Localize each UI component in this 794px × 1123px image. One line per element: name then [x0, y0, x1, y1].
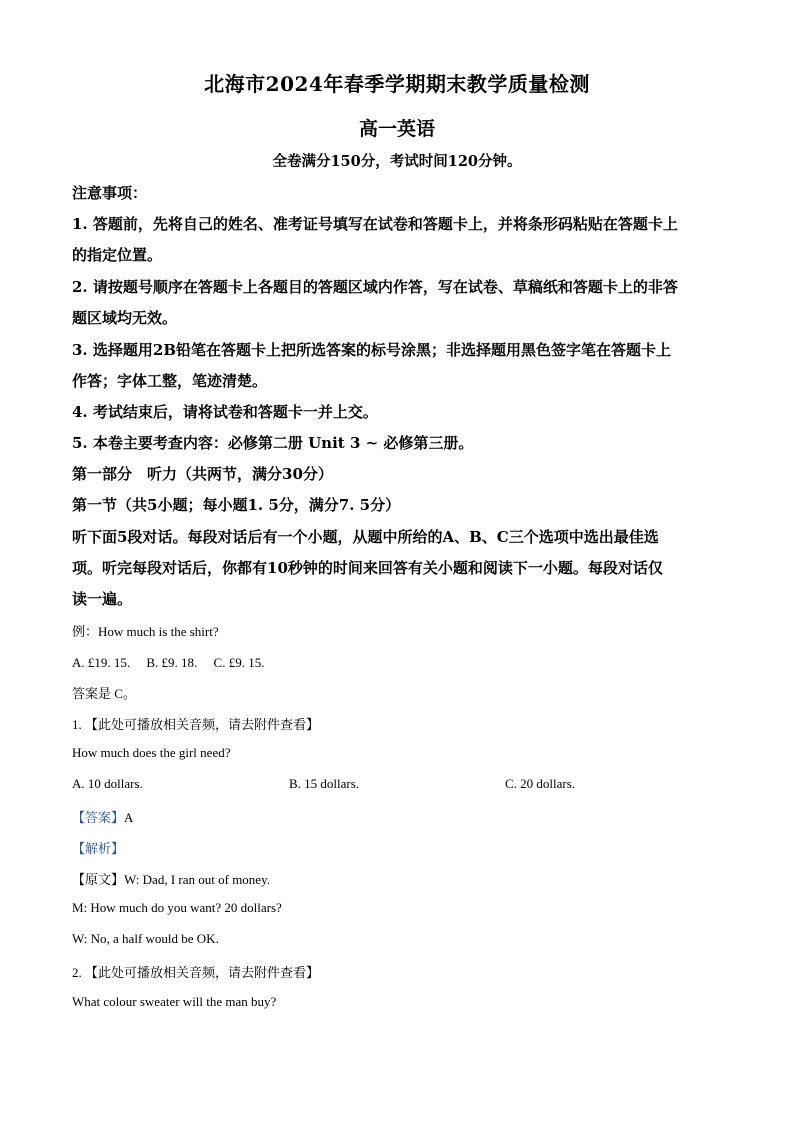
q1-script-line-1	[72, 869, 270, 888]
instructions-line-2: 项。听完每段对话后，你都有10秒钟的时间来回答有关小题和阅读下一小题。每段对话仅	[72, 559, 663, 577]
q1-audio-note: 1. 【此处可播放相关音频，请去附件查看】	[72, 717, 320, 732]
script-text: W: Dad, I ran out of money.	[124, 872, 270, 887]
notes-heading: 注意事项：	[72, 184, 148, 202]
section-1-heading: 第一节（共5小题；每小题1. 5分，满分7. 5分）	[72, 496, 401, 514]
example-question: 例：How much is the shirt?	[72, 624, 219, 639]
q1-option-a: A. 10 dollars.	[72, 776, 143, 791]
q1-option-c: C. 20 dollars.	[505, 776, 576, 791]
instructions-line-3: 读一遍。	[72, 590, 133, 608]
note-1-line-1: 1. 答题前，先将自己的姓名、准考证号填写在试卷和答题卡上，并将条形码粘贴在答题卡上	[72, 215, 678, 233]
part-1-heading: 第一部分 听力（共两节，满分30分）	[72, 465, 333, 483]
exam-title: 北海市2024年春季学期期末教学质量检测	[204, 72, 590, 96]
subject-title: 高一英语	[358, 118, 435, 140]
instructions-line-1: 听下面5段对话。每段对话后有一个小题，从题中所给的A、B、C三个选项中选出最佳选	[72, 528, 659, 546]
q1-script-line-2: M: How much do you want? 20 dollars?	[72, 900, 282, 915]
note-2-line-1: 2. 请按题号顺序在答题卡上各题目的答题区域内作答，写在试卷、草稿纸和答题卡上的非答	[72, 278, 678, 296]
note-3-line-1: 3. 选择题用2B铅笔在答题卡上把所选答案的标号涂黑；非选择题用黑色签字笔在答题卡上	[72, 341, 672, 359]
example-options: A. £19. 15. B. £9. 18. C. £9. 15.	[72, 655, 265, 670]
note-2-line-2: 题区域均无效。	[72, 309, 178, 327]
q1-analysis-tag: 【解析】	[72, 841, 125, 856]
q2-audio-note: 2. 【此处可播放相关音频，请去附件查看】	[72, 965, 320, 980]
answer-tag: 【答案】	[72, 810, 125, 825]
q1-option-b: B. 15 dollars.	[289, 776, 360, 791]
note-4: 4. 考试结束后，请将试卷和答题卡一并上交。	[72, 403, 378, 421]
script-tag: 【原文】	[72, 872, 125, 887]
q2-question: What colour sweater will the man buy?	[72, 994, 277, 1009]
answer-value: A	[124, 810, 134, 825]
note-1-line-2: 的指定位置。	[72, 246, 163, 264]
q1-script-line-3: W: No, a half would be OK.	[72, 931, 219, 946]
q1-answer	[72, 807, 133, 826]
note-5: 5. 本卷主要考查内容：必修第二册 Unit 3 ~ 必修第三册。	[72, 434, 474, 452]
q1-question: How much does the girl need?	[72, 745, 231, 760]
example-answer: 答案是 C。	[72, 686, 136, 701]
exam-info: 全卷满分150分，考试时间120分钟。	[272, 153, 522, 170]
note-3-line-2: 作答；字体工整，笔迹清楚。	[72, 372, 268, 390]
